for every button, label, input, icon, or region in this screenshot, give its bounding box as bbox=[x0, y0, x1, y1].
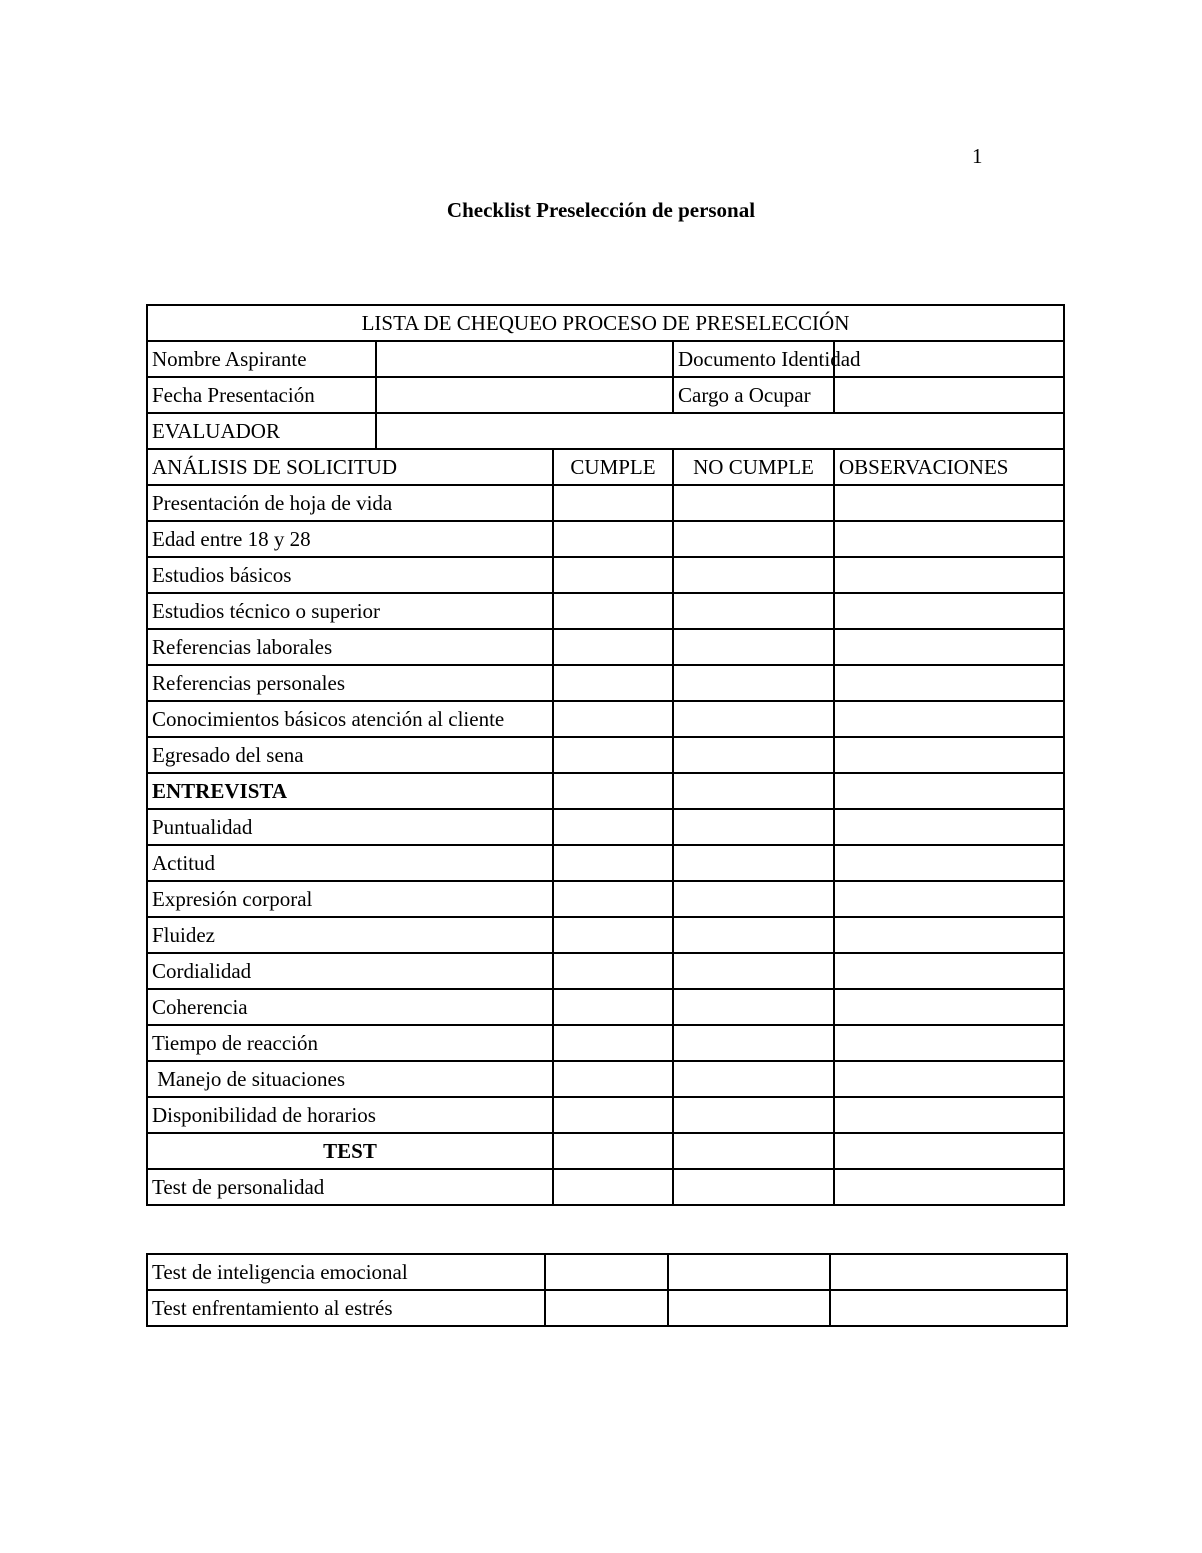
row-label: Referencias personales bbox=[147, 665, 553, 701]
evaluador-row bbox=[147, 413, 1064, 449]
observaciones-cell[interactable] bbox=[834, 953, 1064, 989]
row-label: Conocimientos básicos atención al cliente bbox=[147, 701, 553, 737]
no-cumple-cell[interactable] bbox=[673, 989, 834, 1025]
nombre-label: Nombre Aspirante bbox=[147, 341, 376, 377]
no-cumple-cell[interactable] bbox=[668, 1290, 830, 1326]
no-cumple-cell[interactable] bbox=[673, 485, 834, 521]
no-cumple-cell[interactable] bbox=[673, 593, 834, 629]
documento-field[interactable] bbox=[834, 341, 1064, 377]
evaluador-label: EVALUADOR bbox=[147, 413, 376, 449]
cumple-cell[interactable] bbox=[553, 809, 673, 845]
observaciones-cell[interactable] bbox=[830, 1290, 1067, 1326]
observaciones-cell[interactable] bbox=[830, 1254, 1067, 1290]
checklist-table bbox=[146, 304, 1065, 1206]
column-header-no-cumple: NO CUMPLE bbox=[673, 449, 834, 485]
row-label: Presentación de hoja de vida bbox=[147, 485, 553, 521]
observaciones-cell[interactable] bbox=[834, 881, 1064, 917]
no-cumple-cell[interactable] bbox=[673, 1097, 834, 1133]
documento-label: Documento Identidad bbox=[673, 341, 834, 377]
table-row bbox=[147, 629, 1064, 665]
observaciones-cell[interactable] bbox=[834, 485, 1064, 521]
cumple-cell[interactable] bbox=[553, 953, 673, 989]
row-label: Puntualidad bbox=[147, 809, 553, 845]
table-row bbox=[147, 557, 1064, 593]
no-cumple-cell[interactable] bbox=[673, 917, 834, 953]
columns-row bbox=[147, 449, 1064, 485]
table-row bbox=[147, 953, 1064, 989]
no-cumple-cell[interactable] bbox=[673, 629, 834, 665]
no-cumple-cell[interactable] bbox=[673, 1025, 834, 1061]
no-cumple-cell[interactable] bbox=[668, 1254, 830, 1290]
row-label: Referencias laborales bbox=[147, 629, 553, 665]
observaciones-cell[interactable] bbox=[834, 1097, 1064, 1133]
column-header-analisis: ANÁLISIS DE SOLICITUD bbox=[147, 449, 553, 485]
no-cumple-cell[interactable] bbox=[673, 1133, 834, 1169]
cumple-cell[interactable] bbox=[553, 917, 673, 953]
cumple-cell[interactable] bbox=[553, 521, 673, 557]
no-cumple-cell[interactable] bbox=[673, 773, 834, 809]
observaciones-cell[interactable] bbox=[834, 665, 1064, 701]
row-label: Fluidez bbox=[147, 917, 553, 953]
row-label: Actitud bbox=[147, 845, 553, 881]
cumple-cell[interactable] bbox=[553, 1097, 673, 1133]
no-cumple-cell[interactable] bbox=[673, 521, 834, 557]
table-row bbox=[147, 809, 1064, 845]
row-label: Cordialidad bbox=[147, 953, 553, 989]
row-label: Test enfrentamiento al estrés bbox=[147, 1290, 545, 1326]
observaciones-cell[interactable] bbox=[834, 989, 1064, 1025]
observaciones-cell[interactable] bbox=[834, 845, 1064, 881]
observaciones-cell[interactable] bbox=[834, 809, 1064, 845]
section-row-entrevista bbox=[147, 773, 1064, 809]
column-header-observaciones: OBSERVACIONES bbox=[834, 449, 1064, 485]
row-label: Test de inteligencia emocional bbox=[147, 1254, 545, 1290]
row-label: Expresión corporal bbox=[147, 881, 553, 917]
no-cumple-cell[interactable] bbox=[673, 1169, 834, 1205]
no-cumple-cell[interactable] bbox=[673, 737, 834, 773]
row-label: Estudios básicos bbox=[147, 557, 553, 593]
observaciones-cell[interactable] bbox=[834, 917, 1064, 953]
cumple-cell[interactable] bbox=[553, 593, 673, 629]
table-row bbox=[147, 1169, 1064, 1205]
cumple-cell[interactable] bbox=[553, 665, 673, 701]
table-row bbox=[147, 845, 1064, 881]
cumple-cell[interactable] bbox=[553, 845, 673, 881]
cumple-cell[interactable] bbox=[553, 701, 673, 737]
table-row bbox=[147, 989, 1064, 1025]
observaciones-cell[interactable] bbox=[834, 593, 1064, 629]
table-row bbox=[147, 1254, 1067, 1290]
row-label: Test de personalidad bbox=[147, 1169, 553, 1205]
cumple-cell[interactable] bbox=[553, 629, 673, 665]
section-label-entrevista: ENTREVISTA bbox=[147, 773, 553, 809]
row-label: Edad entre 18 y 28 bbox=[147, 521, 553, 557]
observaciones-cell[interactable] bbox=[834, 1025, 1064, 1061]
cumple-cell[interactable] bbox=[553, 881, 673, 917]
checklist-table-continuation bbox=[146, 1253, 1068, 1327]
section-label-test: TEST bbox=[147, 1133, 553, 1169]
cumple-cell[interactable] bbox=[545, 1290, 668, 1326]
fecha-label: Fecha Presentación bbox=[147, 377, 376, 413]
fecha-row bbox=[147, 377, 1064, 413]
no-cumple-cell[interactable] bbox=[673, 881, 834, 917]
table-row bbox=[147, 1061, 1064, 1097]
cumple-cell[interactable] bbox=[545, 1254, 668, 1290]
observaciones-cell[interactable] bbox=[834, 521, 1064, 557]
cargo-label: Cargo a Ocupar bbox=[673, 377, 834, 413]
table-row bbox=[147, 1097, 1064, 1133]
row-label: Disponibilidad de horarios bbox=[147, 1097, 553, 1133]
observaciones-cell[interactable] bbox=[834, 773, 1064, 809]
table-row bbox=[147, 737, 1064, 773]
observaciones-cell[interactable] bbox=[834, 1133, 1064, 1169]
row-label: Tiempo de reacción bbox=[147, 1025, 553, 1061]
observaciones-cell[interactable] bbox=[834, 629, 1064, 665]
cumple-cell[interactable] bbox=[553, 773, 673, 809]
observaciones-cell[interactable] bbox=[834, 1169, 1064, 1205]
no-cumple-cell[interactable] bbox=[673, 809, 834, 845]
table-row bbox=[147, 701, 1064, 737]
cumple-cell[interactable] bbox=[553, 1061, 673, 1097]
section-row-test bbox=[147, 1133, 1064, 1169]
observaciones-cell[interactable] bbox=[834, 701, 1064, 737]
row-label: Egresado del sena bbox=[147, 737, 553, 773]
row-label: Manejo de situaciones bbox=[147, 1061, 553, 1097]
row-label: Coherencia bbox=[147, 989, 553, 1025]
no-cumple-cell[interactable] bbox=[673, 953, 834, 989]
no-cumple-cell[interactable] bbox=[673, 1061, 834, 1097]
row-label: Estudios técnico o superior bbox=[147, 593, 553, 629]
table-row bbox=[147, 665, 1064, 701]
fecha-field[interactable] bbox=[376, 377, 673, 413]
evaluador-field[interactable] bbox=[376, 413, 1064, 449]
table-row bbox=[147, 881, 1064, 917]
nombre-field[interactable] bbox=[376, 341, 673, 377]
table-row bbox=[147, 1290, 1067, 1326]
document-title: Checklist Preselección de personal bbox=[446, 198, 756, 222]
cargo-field[interactable] bbox=[834, 377, 1064, 413]
table-header: LISTA DE CHEQUEO PROCESO DE PRESELECCIÓN bbox=[147, 305, 1064, 341]
cumple-cell[interactable] bbox=[553, 1025, 673, 1061]
table-row bbox=[147, 917, 1064, 953]
column-header-cumple: CUMPLE bbox=[553, 449, 673, 485]
cumple-cell[interactable] bbox=[553, 989, 673, 1025]
cumple-cell[interactable] bbox=[553, 737, 673, 773]
no-cumple-cell[interactable] bbox=[673, 665, 834, 701]
table-header-row bbox=[147, 305, 1064, 341]
page-number: 1 bbox=[972, 144, 983, 168]
table-row bbox=[147, 521, 1064, 557]
cumple-cell[interactable] bbox=[553, 1133, 673, 1169]
observaciones-cell[interactable] bbox=[834, 737, 1064, 773]
cumple-cell[interactable] bbox=[553, 557, 673, 593]
nombre-row bbox=[147, 341, 1064, 377]
table-row bbox=[147, 1025, 1064, 1061]
table-row bbox=[147, 485, 1064, 521]
observaciones-cell[interactable] bbox=[834, 1061, 1064, 1097]
no-cumple-cell[interactable] bbox=[673, 557, 834, 593]
cumple-cell[interactable] bbox=[553, 485, 673, 521]
cumple-cell[interactable] bbox=[553, 1169, 673, 1205]
observaciones-cell[interactable] bbox=[834, 557, 1064, 593]
no-cumple-cell[interactable] bbox=[673, 701, 834, 737]
no-cumple-cell[interactable] bbox=[673, 845, 834, 881]
table-row bbox=[147, 593, 1064, 629]
